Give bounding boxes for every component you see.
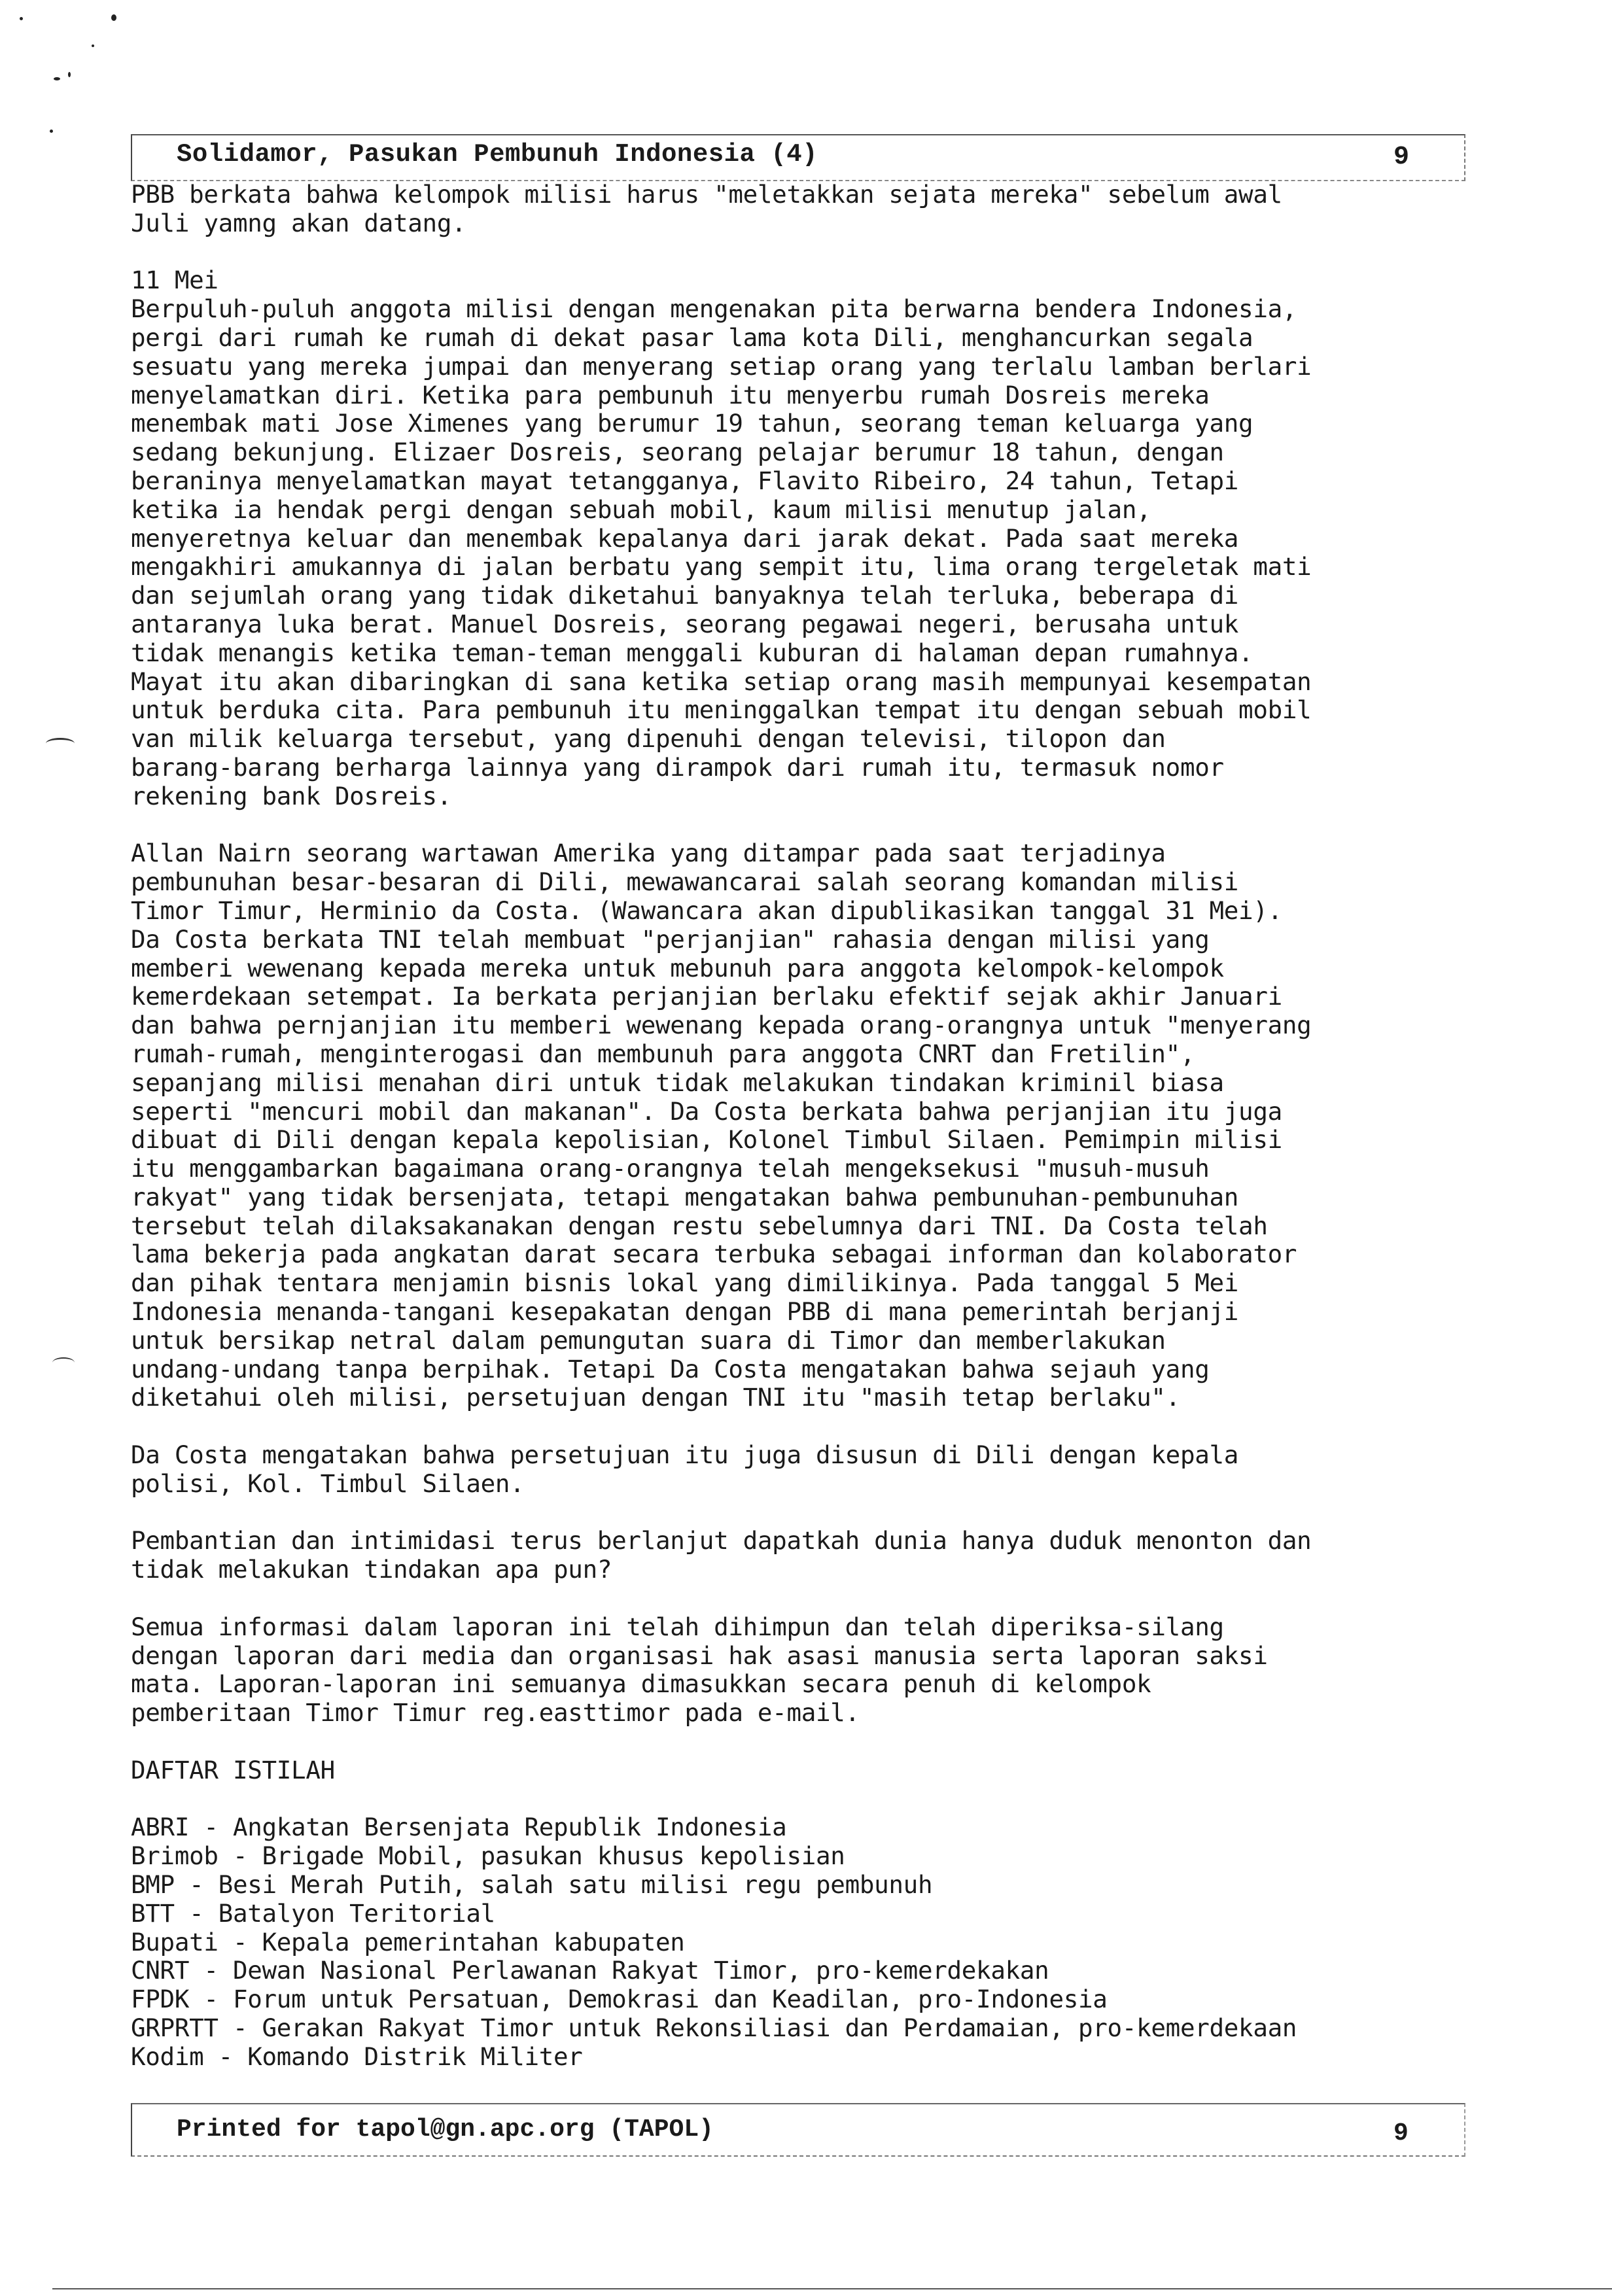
text-line: dan bahwa pernjanjian itu memberi wewenang kepada orang-orangnya untuk "menyerang <box>131 1011 1312 1040</box>
page-footer-text: Printed for tapol@gn.apc.org (TAPOL) <box>177 2115 714 2144</box>
text-line: tersebut telah dilaksakanakan dengan restu sebelumnya dari TNI. Da Costa telah <box>131 1211 1268 1240</box>
text-line: Semua informasi dalam laporan ini telah dihimpun dan telah diperiksa-silang <box>131 1612 1224 1641</box>
text-line: seperti "mencuri mobil dan makanan". Da Costa berkata bahwa perjanjian itu juga <box>131 1096 1282 1126</box>
text-line: mata. Laporan-laporan ini semuanya dimasukkan secara penuh di kelompok <box>131 1669 1151 1699</box>
text-line: diketahui oleh milisi, persetujuan dengan TNI itu "masih tetap berlaku". <box>131 1383 1180 1412</box>
text-line: Brimob - Brigade Mobil, pasukan khusus kepolisian <box>131 1841 845 1871</box>
blank-line <box>131 1412 1479 1441</box>
text-line: Berpuluh-puluh anggota milisi dengan mengenakan pita berwarna bendera Indonesia, <box>131 294 1297 324</box>
text-line: Juli yamng akan datang. <box>131 208 466 237</box>
text-line: BMP - Besi Merah Putih, salah satu milisi regu pembunuh <box>131 1870 933 1900</box>
text-line: Pembantian dan intimidasi terus berlanjut dapatkah dunia hanya duduk menonton dan <box>131 1526 1312 1556</box>
page-number-footer: 9 <box>1393 2119 1409 2148</box>
text-line: Indonesia menanda-tangani kesepakatan dengan PBB di mana pemerintah berjanji <box>131 1297 1239 1327</box>
text-line: pergi dari rumah ke rumah di dekat pasar lama kota Dili, menghancurkan segala <box>131 322 1253 352</box>
text-line: PBB berkata bahwa kelompok milisi harus "meletakkan sejata mereka" sebelum awal <box>131 180 1282 209</box>
blank-line <box>131 238 1479 267</box>
text-line: 11 Mei <box>131 266 219 295</box>
text-line: itu menggambarkan bagaimana orang-orangnya telah mengeksekusi "musuh-musuh <box>131 1154 1210 1183</box>
blank-line <box>131 811 1479 840</box>
text-line: rakyat" yang tidak bersenjata, tetapi mengatakan bahwa pembunuhan-pembunuhan <box>131 1182 1239 1211</box>
text-line: untuk bersikap netral dalam pemungutan suara di Timor dan memberlakukan <box>131 1325 1166 1355</box>
text-line: Mayat itu akan dibaringkan di sana ketika setiap orang masih mempunyai kesempatan <box>131 667 1312 696</box>
text-line: sesuatu yang mereka jumpai dan menyerang setiap orang yang terlalu lamban berlari <box>131 351 1312 381</box>
text-line: CNRT - Dewan Nasional Perlawanan Rakyat Timor, pro-kemerdekakan <box>131 1956 1049 1985</box>
text-line: Da Costa mengatakan bahwa persetujuan itu juga disusun di Dili dengan kepala <box>131 1440 1239 1470</box>
text-line: Allan Nairn seorang wartawan Amerika yang ditampar pada saat terjadinya <box>131 839 1166 868</box>
margin-mark <box>52 1357 75 1368</box>
text-line: sedang bekunjung. Elizaer Dosreis, seorang pelajar berumur 18 tahun, dengan <box>131 438 1224 467</box>
text-line: sepanjang milisi menahan diri untuk tidak melakukan tindakan kriminil biasa <box>131 1068 1224 1097</box>
text-line: ABRI - Angkatan Bersenjata Republik Indonesia <box>131 1813 787 1842</box>
text-line: kemerdekaan setempat. Ia berkata perjanjian berlaku efektif sejak akhir Januari <box>131 982 1282 1011</box>
text-line: pemberitaan Timor Timur reg.easttimor pada e-mail. <box>131 1698 860 1728</box>
margin-mark <box>46 738 75 749</box>
text-line: antaranya luka berat. Manuel Dosreis, seorang pegawai negeri, berusaha untuk <box>131 609 1239 638</box>
text-line: dengan laporan dari media dan organisasi hak asasi manusia serta laporan saksi <box>131 1641 1268 1670</box>
text-line: beraninya menyelamatkan mayat tetangganya, Flavito Ribeiro, 24 tahun, Tetapi <box>131 466 1239 495</box>
blank-line <box>131 1728 1479 1756</box>
text-line: menyeretnya keluar dan menembak kepalanya dari jarak dekat. Pada saat mereka <box>131 523 1239 553</box>
text-line: dan sejumlah orang yang tidak diketahui banyaknya telah terluka, beberapa di <box>131 581 1239 610</box>
scan-speck <box>20 17 23 20</box>
text-line: GRPRTT - Gerakan Rakyat Timor untuk Rekonsiliasi dan Perdamaian, pro-kemerdekaan <box>131 2013 1297 2042</box>
document-body <box>131 181 1479 2072</box>
text-line: dibuat di Dili dengan kepala kepolisian, Kolonel Timbul Silaen. Pemimpin milisi <box>131 1125 1282 1155</box>
text-line: tidak melakukan tindakan apa pun? <box>131 1555 612 1584</box>
text-line: untuk berduka cita. Para pembunuh itu meninggalkan tempat itu dengan sebuah mobil <box>131 695 1312 725</box>
text-line: menembak mati Jose Ximenes yang berumur 19 tahun, seorang teman keluarga yang <box>131 409 1253 438</box>
blank-line <box>131 1584 1479 1613</box>
text-line: memberi wewenang kepada mereka untuk mebunuh para anggota kelompok-kelompok <box>131 953 1224 983</box>
text-line: Kodim - Komando Distrik Militer <box>131 2042 583 2071</box>
blank-line <box>131 1785 1479 1814</box>
text-line: rumah-rumah, menginterogasi dan membunuh para anggota CNRT dan Fretilin", <box>131 1039 1195 1068</box>
page-header-title: Solidamor, Pasukan Pembunuh Indonesia (4) <box>177 140 818 169</box>
text-line: undang-undang tanpa berpihak. Tetapi Da Costa mengatakan bahwa sejauh yang <box>131 1354 1210 1383</box>
blank-line <box>131 1499 1479 1527</box>
text-line: DAFTAR ISTILAH <box>131 1755 335 1784</box>
scan-speck <box>54 77 60 80</box>
text-line: lama bekerja pada angkatan darat secara terbuka sebagai informan dan kolaborator <box>131 1240 1297 1269</box>
text-line: polisi, Kol. Timbul Silaen. <box>131 1469 525 1498</box>
text-line: Bupati - Kepala pemerintahan kabupaten <box>131 1927 685 1957</box>
scan-speck <box>111 14 116 21</box>
text-line: BTT - Batalyon Teritorial <box>131 1898 495 1928</box>
scan-speck <box>50 130 53 133</box>
text-line: pembunuhan besar-besaran di Dili, mewawancarai salah seorang komandan milisi <box>131 867 1239 897</box>
text-line: FPDK - Forum untuk Persatuan, Demokrasi dan Keadilan, pro-Indonesia <box>131 1985 1108 2014</box>
text-line: mengakhiri amukannya di jalan berbatu yang sempit itu, lima orang tergeletak mati <box>131 552 1312 582</box>
text-line: rekening bank Dosreis. <box>131 781 452 810</box>
scan-speck <box>68 72 71 77</box>
bottom-edge-rule <box>52 2288 1612 2289</box>
scan-speck <box>92 44 94 47</box>
text-line: Da Costa berkata TNI telah membuat "perjanjian" rahasia dengan milisi yang <box>131 924 1210 954</box>
text-line: ketika ia hendak pergi dengan sebuah mobil, kaum milisi menutup jalan, <box>131 495 1151 524</box>
text-line: Timor Timur, Herminio da Costa. (Wawancara akan dipublikasikan tanggal 31 Mei). <box>131 896 1282 925</box>
text-line: dan pihak tentara menjamin bisnis lokal yang dimilikinya. Pada tanggal 5 Mei <box>131 1268 1239 1298</box>
text-line: tidak menangis ketika teman-teman menggali kuburan di halaman depan rumahnya. <box>131 638 1253 667</box>
page-number-header: 9 <box>1393 143 1410 172</box>
text-line: menyelamatkan diri. Ketika para pembunuh itu menyerbu rumah Dosreis mereka <box>131 380 1210 409</box>
text-line: barang-barang berharga lainnya yang dirampok dari rumah itu, termasuk nomor <box>131 752 1224 782</box>
text-line: van milik keluarga tersebut, yang dipenuhi dengan televisi, tilopon dan <box>131 724 1166 754</box>
